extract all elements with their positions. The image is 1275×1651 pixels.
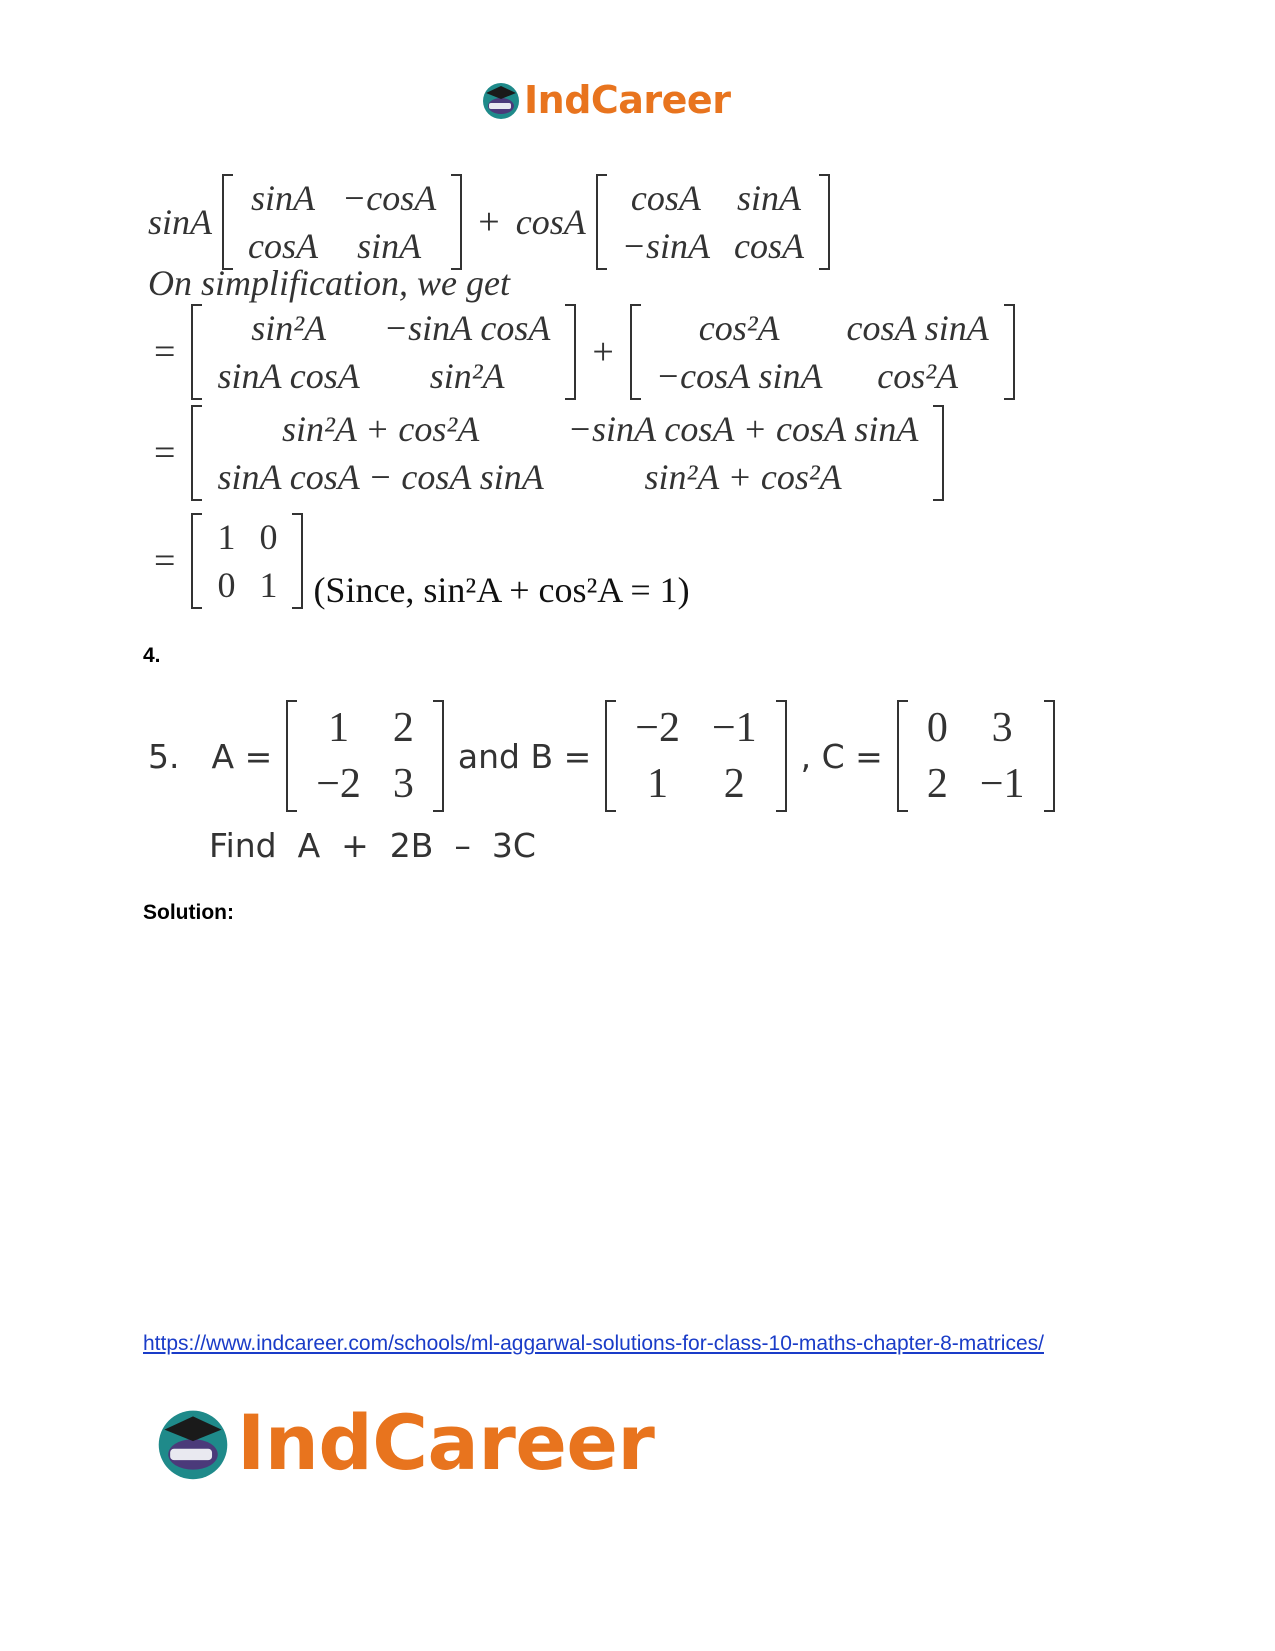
simplification-text: On simplification, we get bbox=[148, 263, 510, 303]
matrix-cell: −cosA bbox=[342, 178, 437, 218]
header-logo bbox=[480, 78, 730, 122]
matrix-cell: sinA bbox=[251, 178, 316, 218]
matrix-cell: 1 bbox=[217, 517, 236, 557]
identity-note: (Since, sin²A + cos²A = 1) bbox=[313, 570, 690, 610]
question-5-task: Find A + 2B – 3C bbox=[209, 826, 536, 865]
matrix-cell: 0 bbox=[259, 517, 278, 557]
matrix-cell: sinA cosA − cosA sinA bbox=[217, 457, 544, 497]
expression-step-1 bbox=[148, 174, 830, 270]
matrix-a-label: A = bbox=[211, 736, 273, 776]
matrix-cell: −1 bbox=[711, 705, 757, 751]
matrix-cell: −sinA bbox=[621, 226, 710, 266]
question-5 bbox=[148, 700, 1055, 812]
matrix-a bbox=[286, 700, 444, 812]
plus-operator: + bbox=[592, 331, 614, 373]
matrix-cell: 1 bbox=[328, 705, 350, 751]
graduation-cap-globe-icon bbox=[153, 1403, 233, 1483]
matrix-cell: cosA bbox=[248, 226, 318, 266]
matrix-cell: −sinA cosA + cosA sinA bbox=[567, 409, 919, 449]
matrix-cell: −2 bbox=[635, 705, 680, 751]
matrix-c-label: , C = bbox=[800, 736, 883, 776]
matrix-cell: −1 bbox=[979, 761, 1025, 807]
solution-label: Solution: bbox=[143, 901, 234, 924]
matrix-cell: sin²A bbox=[251, 308, 326, 348]
matrix-cell: cos²A bbox=[877, 356, 959, 396]
matrix-cell: 1 bbox=[259, 565, 278, 605]
matrix bbox=[596, 174, 830, 270]
matrix bbox=[191, 304, 576, 400]
expression-step-4 bbox=[148, 513, 690, 609]
equals-sign: = bbox=[154, 432, 176, 474]
footer-brand: IndCareer bbox=[237, 1398, 655, 1487]
matrix-cell: sin²A + cos²A bbox=[281, 409, 480, 449]
matrix-cell: 2 bbox=[392, 705, 414, 751]
footer-logo bbox=[153, 1398, 654, 1487]
matrix-cell: cosA sinA bbox=[846, 308, 989, 348]
matrix-c bbox=[897, 700, 1055, 812]
equals-sign: = bbox=[154, 331, 176, 373]
header-brand: IndCareer bbox=[524, 78, 731, 122]
matrix-cell: sinA cosA bbox=[217, 356, 360, 396]
matrix-cell: 0 bbox=[217, 565, 236, 605]
matrix-cell: sinA bbox=[736, 178, 801, 218]
matrix-cell: −2 bbox=[316, 761, 361, 807]
matrix-cell: sin²A bbox=[429, 356, 505, 396]
question-4-label: 4. bbox=[143, 644, 161, 667]
matrix-cell: sinA bbox=[357, 226, 422, 266]
matrix-cell: −sinA cosA bbox=[383, 308, 551, 348]
matrix-cell: 2 bbox=[723, 761, 745, 807]
source-link[interactable]: https://www.indcareer.com/schools/ml-aggarwal-solutions-for-class-10-maths-chapter-8-matrices/ bbox=[143, 1332, 1044, 1355]
matrix-b-label: and B = bbox=[457, 736, 592, 776]
matrix-cell: cos²A bbox=[698, 308, 780, 348]
matrix-cell: cosA bbox=[734, 226, 804, 266]
plus-operator: + bbox=[478, 201, 500, 243]
coefficient-sin: sinA bbox=[148, 202, 213, 242]
expression-step-3 bbox=[148, 405, 944, 501]
question-number: 5. bbox=[148, 736, 180, 776]
identity-matrix bbox=[191, 513, 303, 609]
expression-step-2 bbox=[148, 304, 1015, 400]
matrix-cell: 3 bbox=[392, 761, 414, 807]
graduation-cap-globe-icon bbox=[480, 79, 522, 121]
matrix bbox=[222, 174, 462, 270]
matrix-b bbox=[605, 700, 786, 812]
matrix-cell: 0 bbox=[926, 705, 948, 751]
equals-sign: = bbox=[154, 540, 176, 582]
coefficient-cos: cosA bbox=[515, 202, 586, 242]
matrix-cell: 2 bbox=[926, 761, 948, 807]
matrix-cell: −cosA sinA bbox=[655, 356, 823, 396]
matrix-cell: 3 bbox=[991, 705, 1013, 751]
matrix bbox=[630, 304, 1015, 400]
matrix-cell: 1 bbox=[647, 761, 669, 807]
matrix-cell: cosA bbox=[630, 178, 701, 218]
matrix bbox=[191, 405, 944, 501]
matrix-cell: sin²A + cos²A bbox=[644, 457, 842, 497]
